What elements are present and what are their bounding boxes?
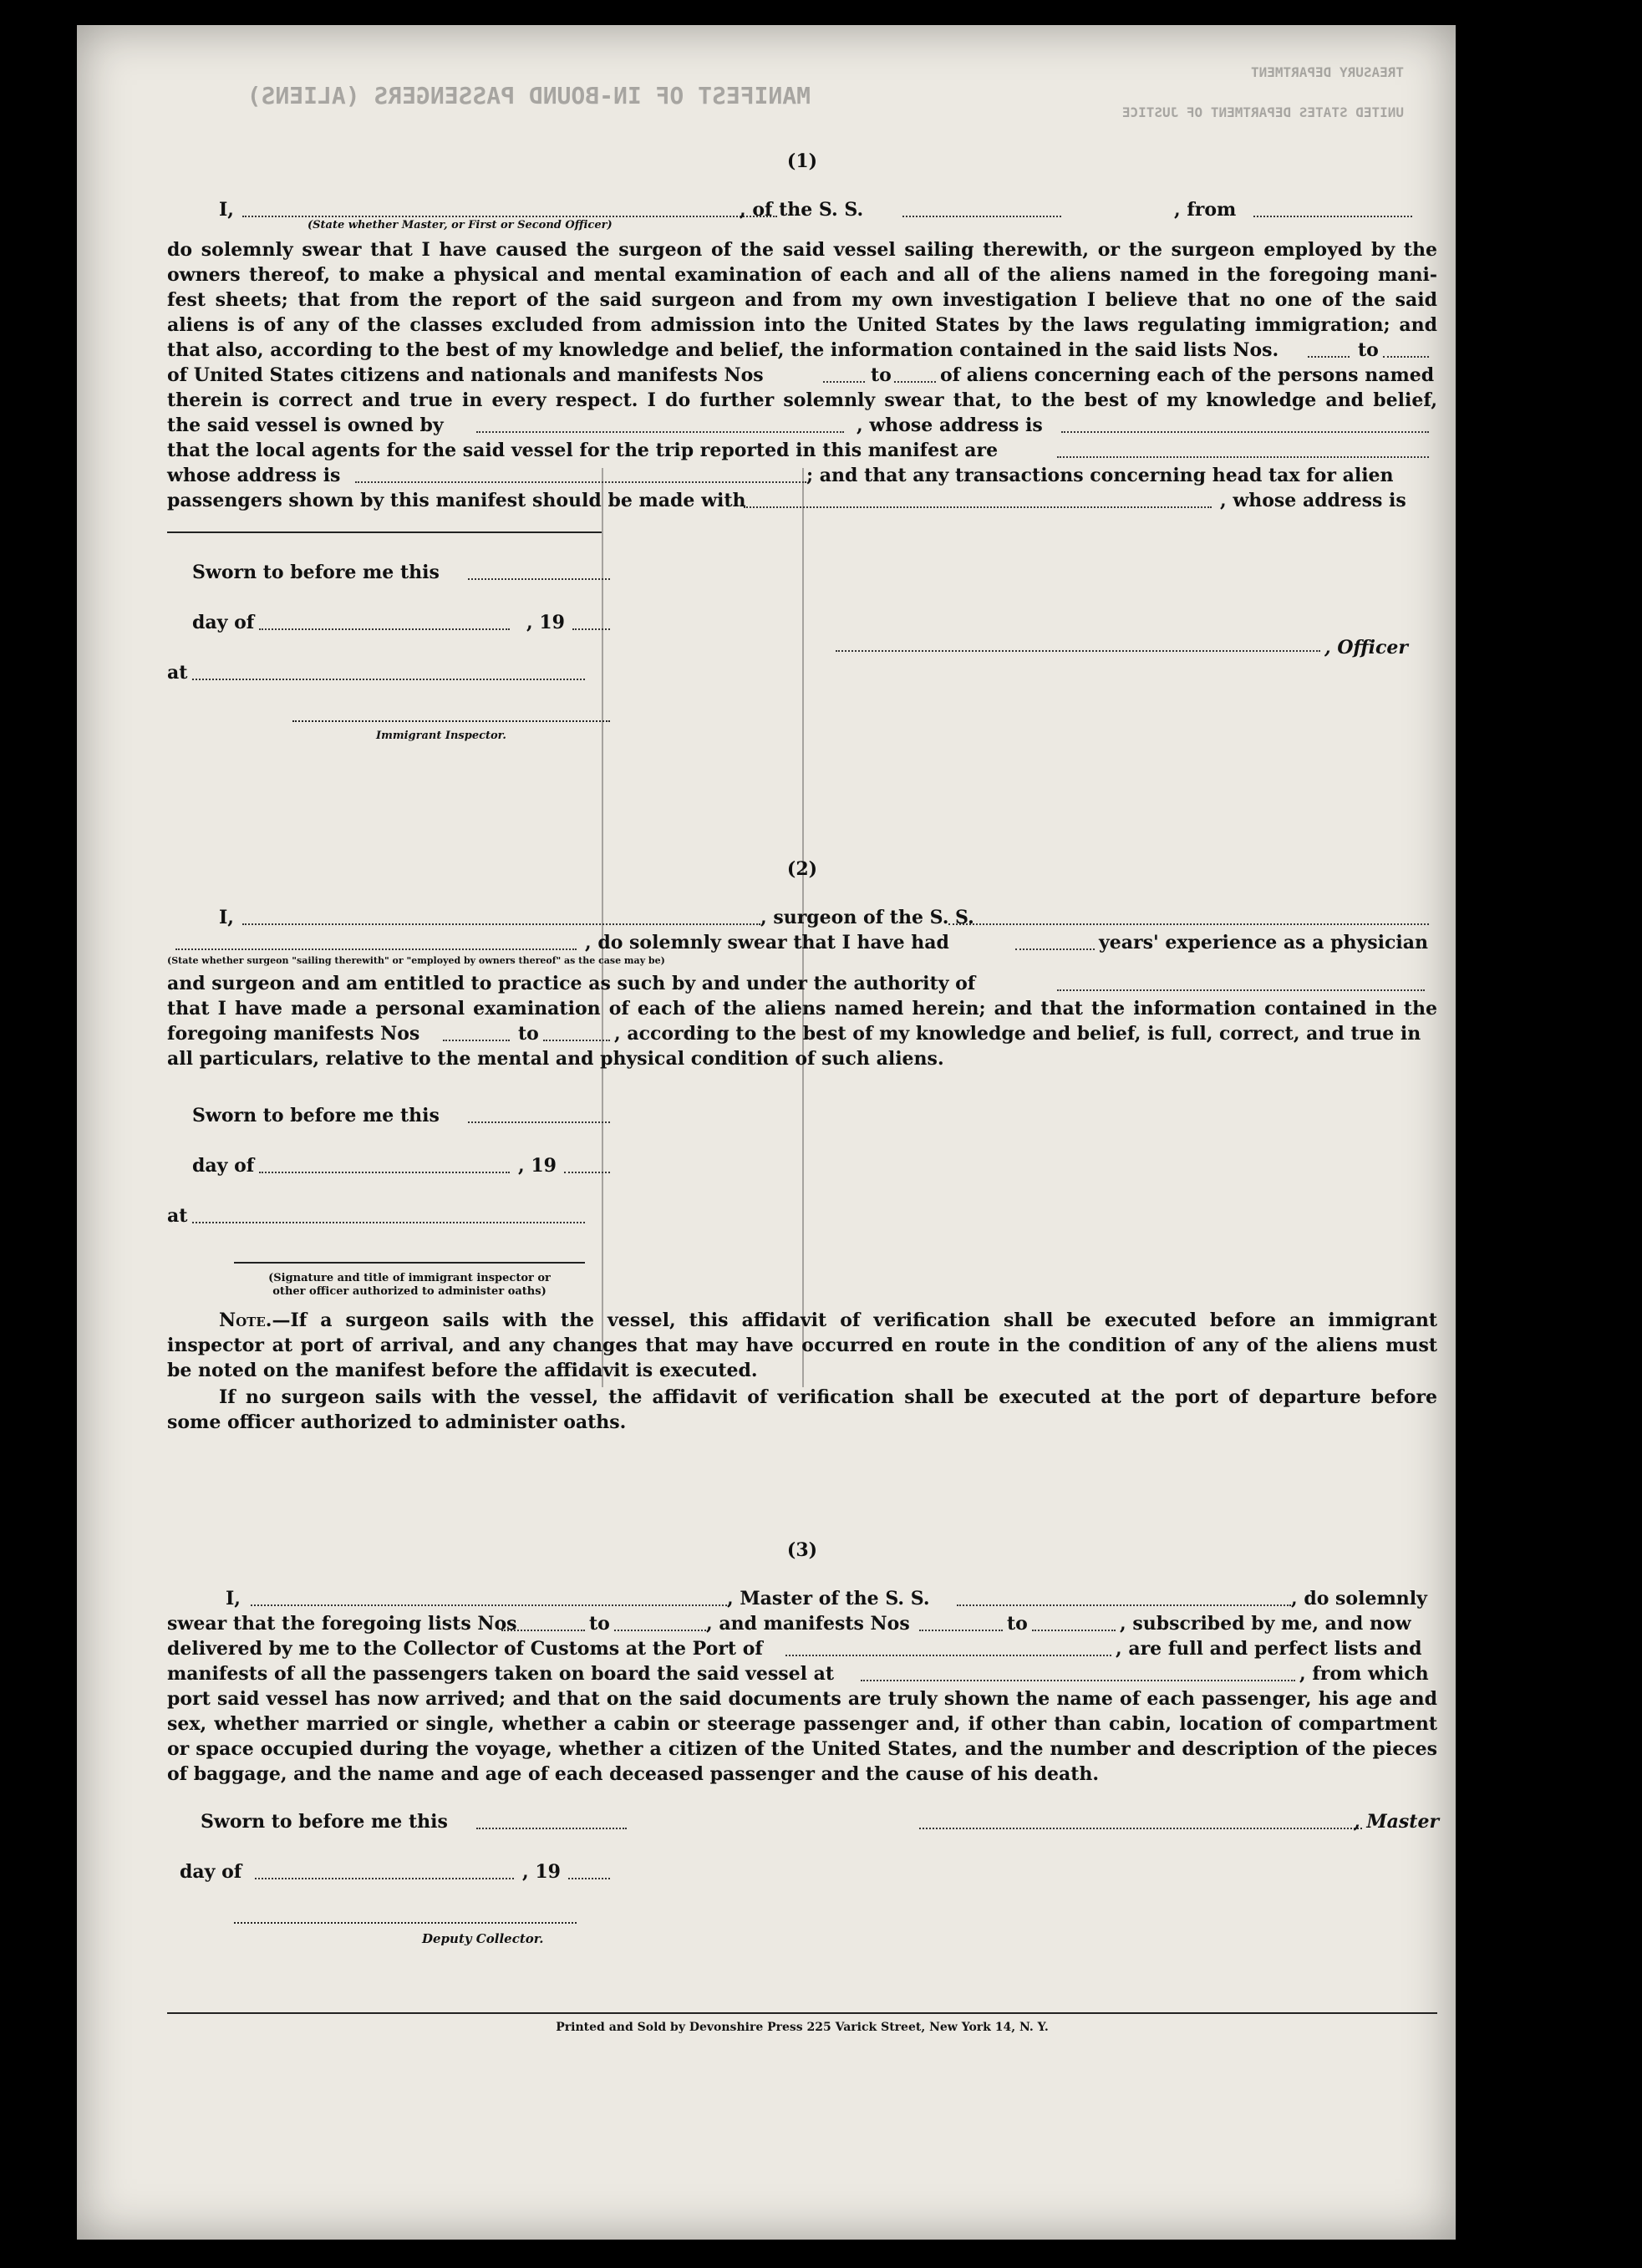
note-paragraph: be noted on the manifest before the affidavit is executed. bbox=[167, 1360, 758, 1381]
at-line: at bbox=[167, 1203, 1437, 1228]
master-sworn-date-field[interactable] bbox=[476, 1828, 627, 1829]
master-signature-field[interactable] bbox=[919, 1828, 1362, 1829]
day-of-line: day of , 19 bbox=[192, 1153, 1462, 1178]
inspector-label: Immigrant Inspector. bbox=[376, 730, 506, 742]
boarding-port-field[interactable] bbox=[861, 1680, 1295, 1681]
oath-text: whose address is ; and that any transactions concerning head tax for alien bbox=[167, 465, 1394, 486]
agents-address-field[interactable] bbox=[355, 481, 806, 483]
bleed-through-agency: UNITED STATES DEPARTMENT OF JUSTICE bbox=[1121, 104, 1404, 120]
officer-title-instruction: (State whether Master, or First or Second Officer) bbox=[308, 219, 613, 231]
punch-hole bbox=[1471, 1107, 1517, 1154]
punch-hole bbox=[1471, 2018, 1517, 2065]
bleed-through-line bbox=[602, 468, 603, 1387]
bleed-through-title: MANIFEST OF IN-BOUND PASSENGERS (ALIENS) bbox=[247, 82, 811, 109]
punch-hole bbox=[1471, 1968, 1517, 2015]
oath-text: therein is correct and true in every respect. I do further solemnly swear that, to the best of my knowledge and belief, bbox=[167, 389, 1437, 411]
punch-hole bbox=[1471, 725, 1517, 772]
master-text: port said vessel has now arrived; and that on the said documents are truly shown the name of each passenger, his age and bbox=[167, 1688, 1437, 1710]
master-year-field[interactable] bbox=[568, 1878, 610, 1879]
surgeon-sworn-date-field[interactable] bbox=[468, 1121, 610, 1123]
master-text: of baggage, and the name and age of each deceased passenger and the cause of his death. bbox=[167, 1763, 1100, 1785]
at-place-field[interactable] bbox=[192, 679, 585, 680]
day-of-line: day of , 19 bbox=[180, 1859, 1450, 1884]
oath-text: that the local agents for the said vessel for the trip reported in this manifest are bbox=[167, 438, 1437, 463]
authority-field[interactable] bbox=[1057, 989, 1425, 991]
section-3-heading: (3) bbox=[786, 1539, 818, 1561]
master-lists-from-field[interactable] bbox=[501, 1630, 585, 1631]
officer-title-field[interactable] bbox=[242, 216, 777, 217]
note-paragraph: inspector at port of arrival, and any changes that may have occurred en route in the condition of any of the aliens must bbox=[167, 1335, 1437, 1356]
master-vessel-field[interactable] bbox=[957, 1604, 1291, 1606]
oath-text: owners thereof, to make a physical and mental examination of each and all of the aliens named in the foregoing mani- bbox=[167, 264, 1437, 286]
surgeon-text: foregoing manifests Nos to , according to the best of my knowledge and belief, is full, correct, and true in bbox=[167, 1023, 1421, 1045]
owner-address-field[interactable] bbox=[1061, 431, 1429, 433]
surgeon-text: all particulars, relative to the mental and physical condition of such aliens. bbox=[167, 1048, 944, 1070]
manifests-from-field[interactable] bbox=[823, 381, 865, 383]
collector-port-field[interactable] bbox=[785, 1655, 1111, 1656]
master-manifests-to-field[interactable] bbox=[1032, 1630, 1116, 1631]
year-field[interactable] bbox=[572, 628, 610, 630]
inspector-signature-field[interactable] bbox=[234, 1262, 585, 1264]
note-paragraph: If no surgeon sails with the vessel, the affidavit of verification shall be executed at the port of departure before bbox=[219, 1386, 1437, 1408]
signature-instruction: other officer authorized to administer oaths) bbox=[272, 1285, 546, 1298]
master-day-of-field[interactable] bbox=[255, 1878, 514, 1879]
divider bbox=[167, 531, 602, 533]
punch-hole bbox=[1471, 1458, 1517, 1505]
punch-hole bbox=[1471, 242, 1517, 289]
master-manifests-from-field[interactable] bbox=[919, 1630, 1003, 1631]
at-line: at bbox=[167, 660, 1437, 685]
master-text: or space occupied during the voyage, whether a citizen of the United States, and the number and description of the pieces bbox=[167, 1738, 1437, 1760]
note-paragraph: Note.—If a surgeon sails with the vessel, this affidavit of verification shall be executed before an immigrant bbox=[219, 1309, 1437, 1331]
oath-text: do solemnly swear that I have caused the surgeon of the said vessel sailing therewith, or the surgeon employed by the bbox=[167, 239, 1437, 261]
vessel-name-field[interactable] bbox=[902, 216, 1061, 217]
surgeon-manifests-to-field[interactable] bbox=[543, 1040, 610, 1041]
surgeon-text: that I have made a personal examination of each of the aliens named herein; and that the information contained in the bbox=[167, 998, 1437, 1020]
surgeon-year-field[interactable] bbox=[564, 1172, 610, 1173]
day-of-field[interactable] bbox=[259, 628, 510, 630]
sworn-line: Sworn to before me this bbox=[192, 560, 1462, 585]
surgeon-vessel-field[interactable] bbox=[948, 923, 1429, 925]
sworn-date-field[interactable] bbox=[468, 578, 610, 580]
deputy-collector-signature-field[interactable] bbox=[234, 1922, 577, 1924]
oath-text: the said vessel is owned by , whose address is bbox=[167, 413, 1437, 438]
signature-instruction: (Signature and title of immigrant inspector or bbox=[268, 1272, 551, 1284]
footer-divider bbox=[167, 2012, 1437, 2014]
master-oath-line: swear that the foregoing lists Nos to , and manifests Nos to , subscribed by me, and now bbox=[167, 1613, 1411, 1635]
surgeon-at-place-field[interactable] bbox=[192, 1222, 585, 1223]
oath-text: of United States citizens and nationals and manifests Nos to of aliens concerning each of the persons named bbox=[167, 364, 1435, 386]
surgeon-status-field[interactable] bbox=[175, 948, 577, 950]
surgeon-day-of-field[interactable] bbox=[259, 1172, 510, 1173]
years-experience-field[interactable] bbox=[1015, 948, 1095, 950]
surgeon-manifests-from-field[interactable] bbox=[443, 1040, 510, 1041]
bleed-through-agency: TREASURY DEPARTMENT bbox=[1250, 64, 1404, 80]
head-tax-contact-field[interactable] bbox=[744, 506, 1212, 508]
manifests-to-field[interactable] bbox=[894, 381, 936, 383]
officer-signature-field[interactable] bbox=[836, 650, 1320, 652]
oath-text: aliens is of any of the classes excluded from admission into the United States by the laws regulating immigration; and bbox=[167, 314, 1437, 336]
section-2-heading: (2) bbox=[786, 858, 818, 880]
day-of-line: day of , 19 bbox=[192, 610, 1462, 635]
inspector-signature-field[interactable] bbox=[292, 720, 610, 722]
master-name-field[interactable] bbox=[251, 1604, 727, 1606]
master-lists-to-field[interactable] bbox=[614, 1630, 706, 1631]
from-port-field[interactable] bbox=[1253, 216, 1412, 217]
local-agents-field[interactable] bbox=[1057, 456, 1429, 458]
surgeon-name-field[interactable] bbox=[242, 923, 760, 925]
master-oath-line: manifests of all the passengers taken on board the said vessel at , from which bbox=[167, 1663, 1429, 1685]
sworn-line: Sworn to before me this bbox=[201, 1809, 1471, 1834]
vessel-owner-field[interactable] bbox=[476, 431, 844, 433]
section-1-heading: (1) bbox=[786, 150, 818, 172]
oath-text: passengers shown by this manifest should be made with , whose address is bbox=[167, 490, 1406, 511]
sworn-line: Sworn to before me this bbox=[192, 1103, 1462, 1128]
lists-to-field[interactable] bbox=[1383, 356, 1429, 358]
oath-text: that also, according to the best of my knowledge and belief, the information contained in the said lists Nos. to bbox=[167, 338, 1437, 363]
lists-from-field[interactable] bbox=[1308, 356, 1350, 358]
deputy-collector-label: Deputy Collector. bbox=[422, 1931, 544, 1946]
printer-imprint: Printed and Sold by Devonshire Press 225 Varick Street, New York 14, N. Y. bbox=[556, 2021, 1049, 2034]
note-paragraph: some officer authorized to administer oaths. bbox=[167, 1411, 627, 1433]
master-text: sex, whether married or single, whether a cabin or steerage passenger and, if other than cabin, location of compartment bbox=[167, 1713, 1437, 1735]
master-oath-line: delivered by me to the Collector of Customs at the Port of , are full and perfect lists and bbox=[167, 1638, 1422, 1660]
surgeon-text: and surgeon and am entitled to practice as such by and under the authority of bbox=[167, 971, 1437, 996]
punch-hole bbox=[1471, 77, 1517, 124]
surgeon-status-instruction: (State whether surgeon "sailing therewith" or "employed by owners thereof" as the case may be) bbox=[167, 955, 665, 966]
oath-text: fest sheets; that from the report of the said surgeon and from my own investigation I believe that no one of the said bbox=[167, 289, 1437, 311]
